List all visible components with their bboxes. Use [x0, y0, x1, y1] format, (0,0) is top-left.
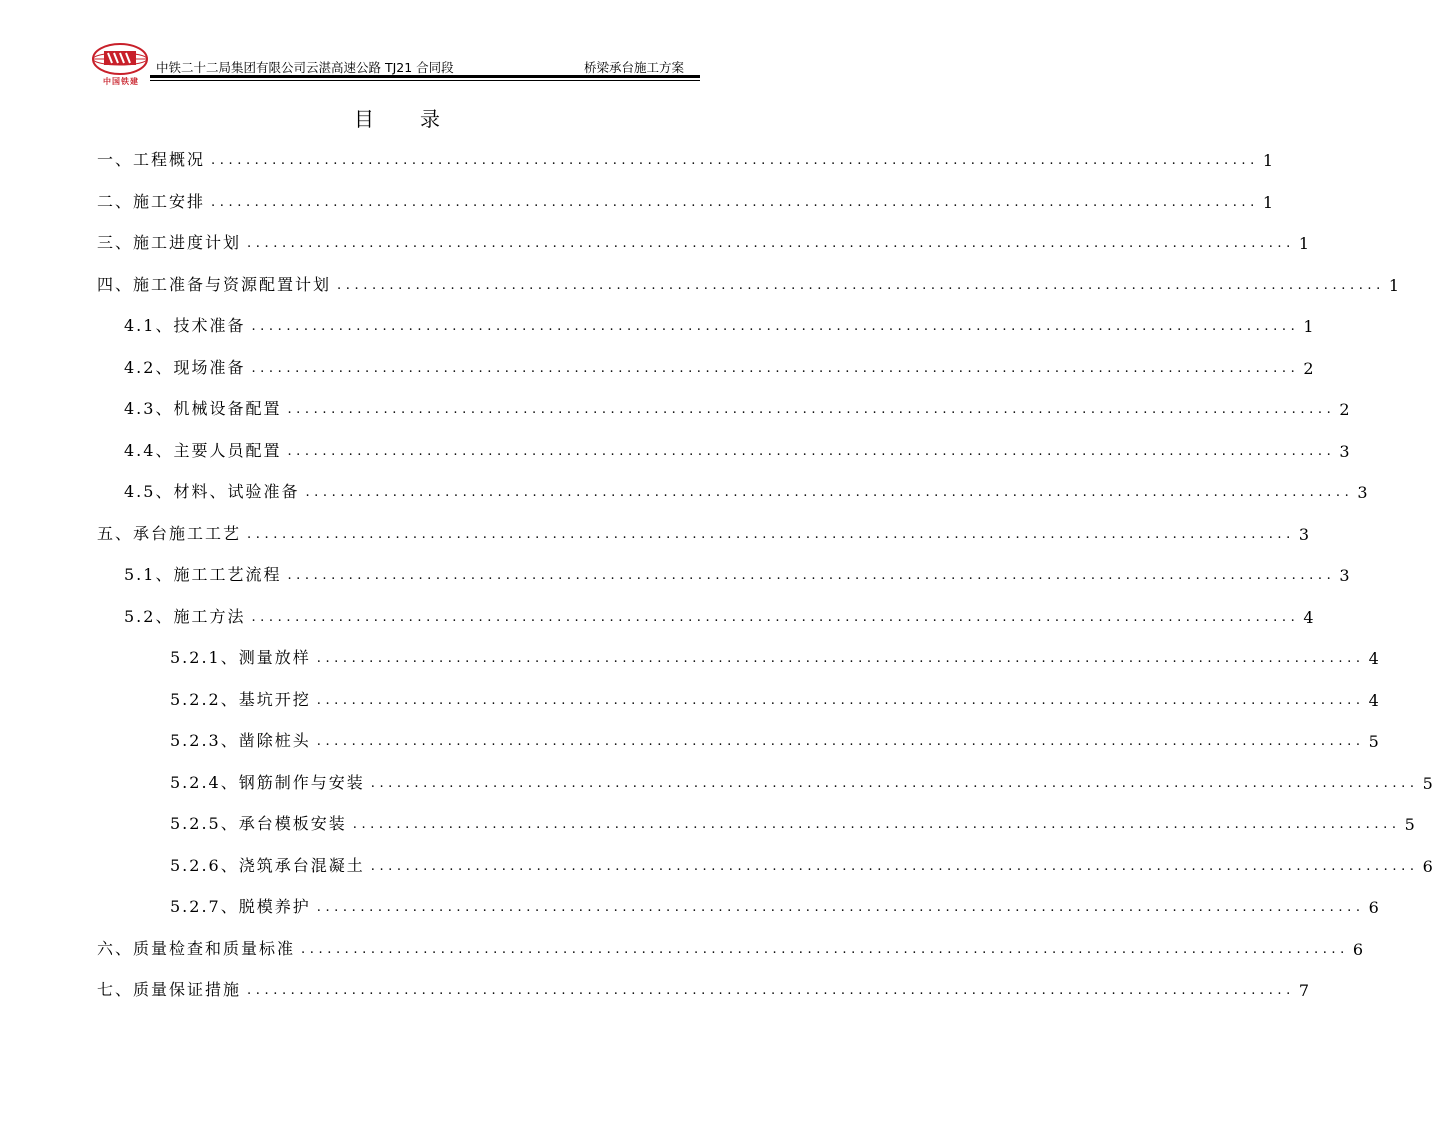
toc-entry-label: 四、施工准备与资源配置计划 — [97, 274, 332, 294]
toc-entry[interactable] — [97, 520, 1310, 544]
toc-dot-leader: ........................................................................................................................ — [247, 526, 1295, 542]
toc-entry-page: 3 — [1357, 483, 1368, 502]
toc-entry-label: 5.2.4、钢筋制作与安装 — [170, 772, 365, 792]
toc-entry-page: 1 — [1388, 275, 1400, 295]
toc-entry[interactable] — [97, 935, 1364, 959]
toc-entry-label: 七、质量保证措施 — [97, 980, 242, 999]
toc-entry[interactable] — [124, 354, 1314, 378]
toc-entry-label: 5.2.7、脱模养护 — [170, 897, 311, 916]
toc-entry-page: 6 — [1352, 939, 1364, 959]
toc-entry[interactable] — [97, 229, 1310, 253]
toc-entry-label: 5.2.1、测量放样 — [170, 648, 311, 667]
toc-entry-label: 六、质量检查和质量标准 — [97, 938, 296, 958]
toc-entry-label: 5.2.2、基坑开挖 — [170, 689, 311, 709]
toc-dot-leader: ........................................................................................................................ — [316, 692, 1365, 708]
toc-entry-page: 2 — [1339, 400, 1350, 419]
toc-dot-leader: ........................................................................................................................ — [370, 858, 1419, 874]
toc-entry-page: 6 — [1368, 898, 1379, 917]
toc-dot-leader: ........................................................................................................................ — [316, 900, 1365, 915]
toc-dot-leader: ........................................................................................................................ — [352, 817, 1401, 832]
toc-entry-label: 5.2、施工方法 — [124, 606, 246, 626]
toc-dot-leader: ........................................................................................................................ — [247, 983, 1295, 998]
toc-entry-page: 6 — [1422, 856, 1433, 876]
toc-entry[interactable] — [170, 810, 1415, 834]
toc-dot-leader: ........................................................................................................................ — [211, 194, 1259, 210]
toc-entry-page: 3 — [1339, 441, 1350, 461]
toc-entry-page: 1 — [1262, 192, 1274, 212]
toc-entry-page: 1 — [1298, 234, 1310, 253]
toc-entry-label: 5.2.5、承台模板安装 — [170, 814, 347, 833]
toc-entry-page: 4 — [1368, 690, 1379, 710]
header-rule-thin — [150, 80, 700, 81]
header-rule-thick — [150, 75, 700, 78]
page-header — [88, 40, 700, 90]
toc-entry[interactable] — [97, 146, 1274, 170]
toc-entry-page: 5 — [1422, 773, 1433, 793]
toc-entry-page: 7 — [1298, 981, 1310, 1000]
toc-dot-leader: ........................................................................................................................ — [287, 568, 1336, 583]
toc-dot-leader: ........................................................................................................................ — [301, 941, 1349, 957]
toc-entry-label: 4.2、现场准备 — [124, 357, 246, 377]
toc-entry-page: 5 — [1404, 815, 1415, 834]
toc-entry-label: 4.1、技术准备 — [124, 316, 246, 335]
toc-dot-leader: ........................................................................................................................ — [305, 485, 1354, 500]
logo-caption: 中国铁建 — [103, 77, 139, 86]
toc-entry[interactable] — [124, 437, 1350, 461]
toc-dot-leader: ........................................................................................................................ — [251, 360, 1300, 376]
toc-dot-leader: ........................................................................................................................ — [316, 734, 1365, 749]
toc-dot-leader: ........................................................................................................................ — [370, 775, 1419, 791]
toc-entry[interactable] — [124, 312, 1314, 336]
toc-entry-label: 三、施工进度计划 — [97, 233, 242, 252]
toc-entry-label: 五、承台施工工艺 — [97, 523, 242, 543]
header-document-title: 桥梁承台施工方案 — [583, 60, 684, 75]
toc-entry[interactable] — [124, 395, 1350, 419]
toc-entry[interactable] — [124, 478, 1368, 502]
toc-dot-leader: ........................................................................................................................ — [337, 277, 1385, 293]
toc-entry[interactable] — [97, 976, 1310, 1000]
toc-dot-leader: ........................................................................................................................ — [287, 443, 1336, 459]
toc-entry[interactable] — [170, 852, 1433, 876]
toc-entry[interactable] — [170, 686, 1379, 710]
toc-entry[interactable] — [170, 893, 1379, 917]
toc-entry-page: 5 — [1368, 732, 1379, 751]
toc-entry-label: 5.2.3、凿除桩头 — [170, 731, 311, 750]
toc-entry-label: 4.5、材料、试验准备 — [124, 482, 300, 501]
toc-title: 目录 — [354, 107, 486, 131]
toc-entry-page: 1 — [1303, 317, 1314, 336]
toc-dot-leader: ........................................................................................................................ — [287, 402, 1336, 417]
toc-dot-leader: ........................................................................................................................ — [316, 651, 1365, 666]
toc-entry-label: 5.2.6、浇筑承台混凝土 — [170, 855, 365, 875]
toc-entry-label: 4.4、主要人员配置 — [124, 440, 282, 460]
toc-entry-page: 4 — [1303, 607, 1314, 627]
toc-entry-label: 4.3、机械设备配置 — [124, 399, 282, 418]
toc-entry[interactable] — [97, 271, 1400, 295]
header-company-text: 中铁二十二局集团有限公司云湛高速公路 TJ21 合同段 — [156, 60, 454, 75]
toc-entry-page: 3 — [1339, 566, 1350, 585]
toc-entry-page: 2 — [1303, 358, 1314, 378]
toc-entry[interactable] — [170, 769, 1433, 793]
toc-entry-label: 5.1、施工工艺流程 — [124, 565, 282, 584]
toc-entry[interactable] — [124, 561, 1350, 585]
toc-dot-leader: ........................................................................................................................ — [211, 153, 1259, 168]
toc-dot-leader: ........................................................................................................................ — [251, 319, 1300, 334]
toc-entry[interactable] — [170, 727, 1379, 751]
toc-entry-page: 1 — [1262, 151, 1274, 170]
toc-entry-label: 一、工程概况 — [97, 150, 206, 169]
toc-entry-page: 4 — [1368, 649, 1379, 668]
toc-entry[interactable] — [170, 644, 1379, 668]
toc-entry-page: 3 — [1298, 524, 1310, 544]
toc-dot-leader: ........................................................................................................................ — [251, 609, 1300, 625]
toc-entry-label: 二、施工安排 — [97, 191, 206, 211]
toc-entry[interactable] — [97, 188, 1274, 212]
toc-dot-leader: ........................................................................................................................ — [247, 236, 1295, 251]
toc-entry[interactable] — [124, 603, 1314, 627]
